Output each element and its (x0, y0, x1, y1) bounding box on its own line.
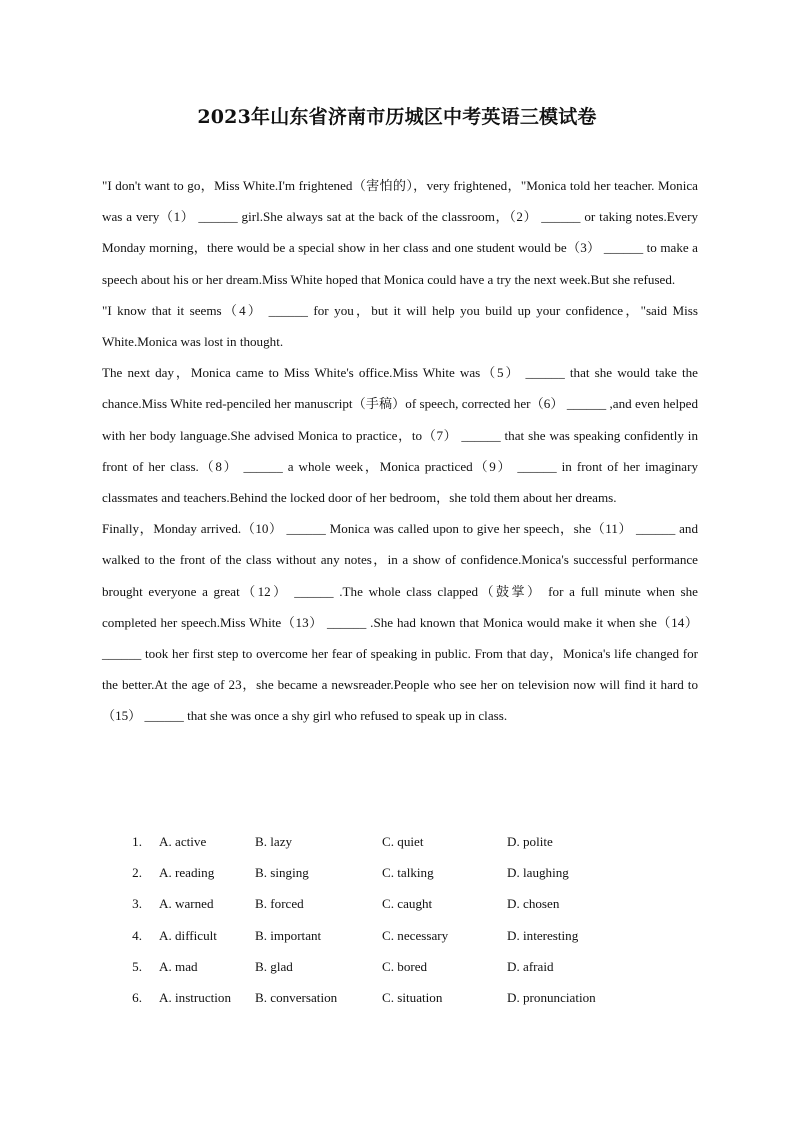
option-d: D. afraid (507, 958, 554, 974)
option-a: A. instruction (159, 989, 232, 1005)
option-d: D. laughing (507, 865, 569, 881)
question-row (102, 951, 698, 982)
passage-paragraph: The next day，Monica came to Miss White's office.Miss White was（5） ______ that she would take the chance.Miss White red-penciled her manuscript（手稿）of speech, corrected her（6） ______ ,and even helped with her body language.She advised Monica to practice，to（7） ______ that she was speaking confidently in front of her class.（8） ______ a whole week，Monica practiced（9） ______ in front of her imaginary classmates and teachers.Behind the locked door of her bedroom，she told them about her dreams. (102, 365, 698, 506)
option-b: B. singing (255, 865, 309, 881)
option-b: B. conversation (255, 989, 338, 1005)
option-d: D. pronunciation (507, 989, 596, 1005)
option-a: A. difficult (159, 927, 217, 943)
question-row (102, 857, 698, 888)
question-row (102, 888, 698, 919)
question-row (102, 920, 698, 951)
option-c: C. necessary (382, 927, 449, 943)
question-list (102, 826, 698, 1013)
option-d: D. interesting (507, 927, 579, 943)
option-c: C. situation (382, 989, 443, 1005)
page-title: 2023年山东省济南市历城区中考英语三模试卷 (197, 106, 597, 128)
option-c: C. caught (382, 896, 433, 912)
question-number: 5. (132, 958, 142, 974)
question-row (102, 826, 698, 857)
option-a: A. active (159, 834, 207, 849)
question-number: 4. (132, 927, 142, 943)
question-number: 1. (132, 834, 142, 849)
question-number: 6. (132, 989, 142, 1005)
option-a: A. warned (159, 896, 214, 912)
option-c: C. bored (382, 958, 428, 974)
question-number: 2. (132, 865, 142, 881)
passage-paragraph: Finally，Monday arrived.（10） ______ Monica was called upon to give her speech，she（11） ______ and walked to the front of the class without any notes，in a show of confidence.Monica's successful performance brought everyone a great（12） ______ .The whole class clapped（鼓掌） for a full minute when she completed her speech.Miss White（13） ______ .She had known that Monica would make it when she（14） ______ took her first step to overcome her fear of speaking in public. From that day，Monica's life changed for the better.At the age of 23，she became a newsreader.People who see her on television now will find it hard to（15） ______ that she was once a shy girl who refused to speak up in class. (102, 521, 698, 724)
option-d: D. chosen (507, 896, 560, 912)
option-b: B. forced (255, 896, 304, 912)
option-b: B. important (255, 927, 322, 943)
option-c: C. talking (382, 865, 434, 881)
option-a: A. reading (159, 865, 215, 881)
question-number: 3. (132, 896, 142, 912)
option-b: B. lazy (255, 834, 293, 849)
option-a: A. mad (159, 958, 198, 974)
option-c: C. quiet (382, 834, 424, 849)
option-b: B. glad (255, 958, 293, 974)
passage-paragraph: "I don't want to go，Miss White.I'm frightened（害怕的），very frightened，"Monica told her teacher. Monica was a very（1） ______ girl.She always sat at the back of the classroom，（2） ______ or taking notes.Every Monday morning，there would be a special show in her class and one student would be（3） ______ to make a speech about his or her dream.Miss White hoped that Monica could have a try the next week.But she refused. (102, 178, 698, 287)
reading-passage (102, 170, 698, 732)
question-row (102, 982, 698, 1013)
passage-paragraph: "I know that it seems（4） ______ for you，but it will help you build up your confidence，"said Miss White.Monica was lost in thought. (102, 302, 698, 350)
option-d: D. polite (507, 834, 553, 849)
